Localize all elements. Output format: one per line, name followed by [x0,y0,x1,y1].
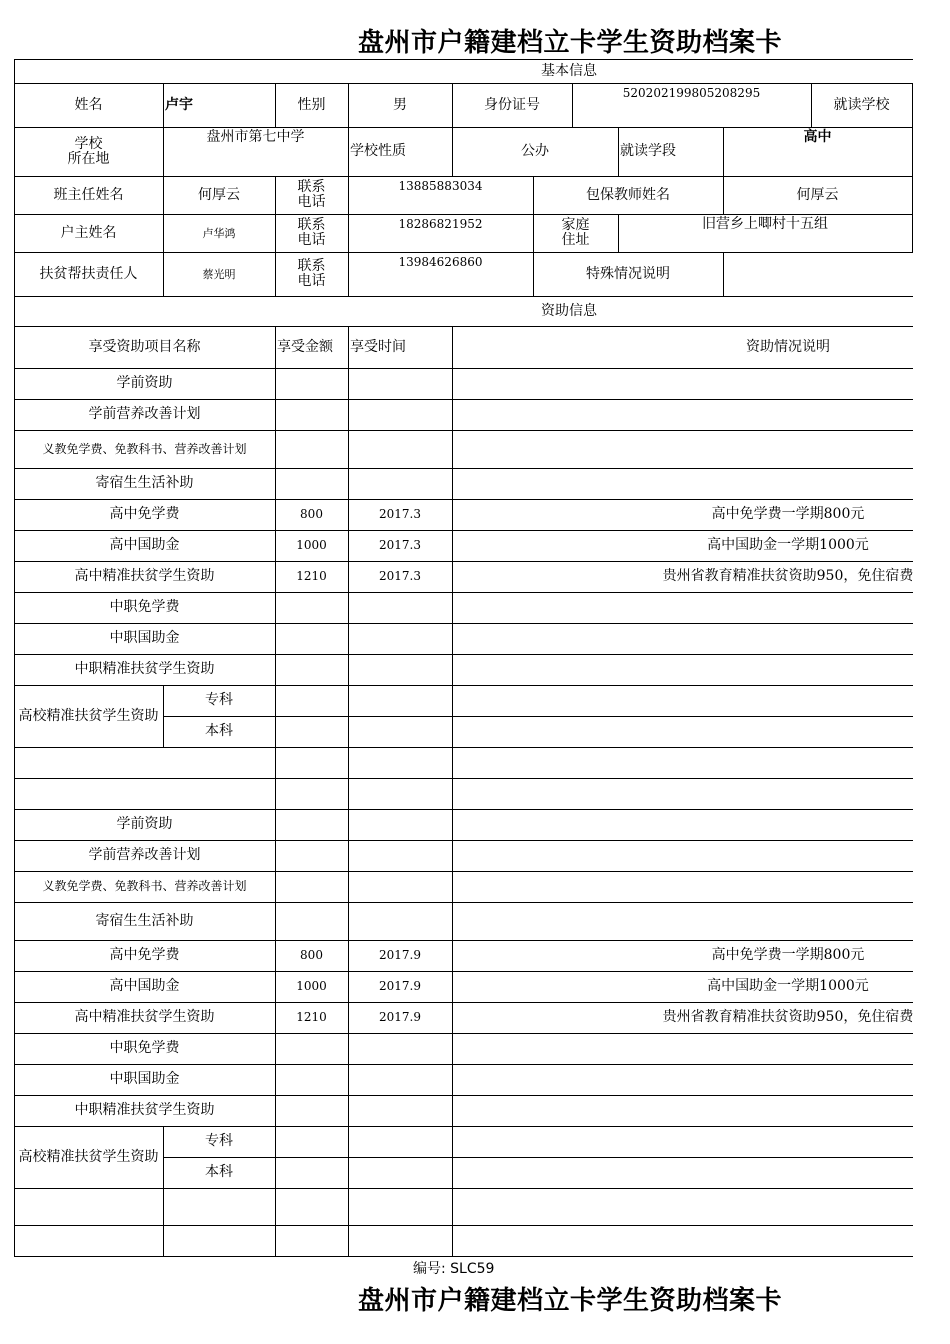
aid-time: 2017.3 [379,507,421,521]
helper-phone: 13984626860 [398,255,483,269]
aid-time [348,871,452,902]
aid-note [452,809,950,840]
aid-item-name: 中职免学费 [109,599,180,615]
aid-amount [275,592,348,623]
aid-note: 高中国助金一学期1000元 [707,978,869,994]
helper-value: 蔡光明 [202,267,236,281]
aid-amount [275,1064,348,1095]
header-amount: 享受金额 [277,338,333,355]
gender-value: 男 [393,96,407,113]
grid-line [348,1188,349,1225]
aid-time [348,654,452,685]
aid-item-name: 中职精准扶贫学生资助 [74,661,215,677]
aid-amount [275,840,348,871]
aid-time [348,592,452,623]
grid-line [912,83,913,127]
header-item-name: 享受资助项目名称 [88,338,201,355]
aid-item-name: 义教免学费、免教科书、营养改善计划 [42,879,247,893]
school-nature-value: 公办 [521,143,549,159]
aid-amount [275,430,348,468]
grid-line [912,176,913,214]
aid-note: 高中免学费一学期800元 [711,506,865,522]
aid-amount [275,1095,348,1126]
grid-line [912,127,913,176]
grid-line [348,1126,349,1188]
section-aid-info: 资助信息 [541,302,597,319]
school-label: 就读学校 [833,96,890,113]
aid-time [348,840,452,871]
aid-amount: 1000 [296,979,327,993]
header-time: 享受时间 [350,338,406,355]
grid-line [452,1225,453,1256]
aid-amount [275,809,348,840]
grid-line [163,1225,164,1256]
aid-note [452,1095,950,1126]
aid-time: 2017.9 [379,979,421,993]
grid-line [275,1188,276,1225]
aid-time [348,368,452,399]
aid-note [452,430,950,468]
grid-line [275,685,276,747]
aid-amount [275,468,348,499]
helper-phone-label: 联系 电话 [297,258,326,289]
aid-item-name: 学前营养改善计划 [88,847,201,863]
householder-phone: 18286821952 [398,217,483,231]
aid-item-name: 义教免学费、免教科书、营养改善计划 [42,441,247,456]
special-value [723,252,912,296]
grid-line [452,1188,453,1225]
aid-record-card [14,59,913,1256]
grid-line [275,1126,276,1188]
id-number-value: 520202199805208295 [622,86,761,100]
aid-time [348,1095,452,1126]
guarantor-value: 何厚云 [796,186,839,203]
school-location-value: 盘州市第七中学 [206,129,305,145]
aid-note [452,368,950,399]
aid-amount [275,871,348,902]
school-stage-value: 高中 [803,129,832,145]
aid-amount [275,399,348,430]
aid-time [348,399,452,430]
aid-note [452,840,950,871]
householder-phone-label: 联系 电话 [297,217,326,248]
address-value: 旧营乡上唧村十五组 [702,216,828,232]
head-teacher-phone: 13885883034 [398,179,483,193]
aid-note [452,654,950,685]
aid-time [348,902,452,940]
aid-item-name: 中职国助金 [109,1071,180,1087]
aid-amount [275,1033,348,1064]
grid-line [14,1188,913,1189]
grid-line [452,685,453,747]
school-stage-label: 就读学段 [620,143,676,159]
aid-item-name: 寄宿生生活补助 [95,475,194,491]
grid-line [348,747,349,778]
aid-sub-university: 本科 [205,723,233,739]
aid-item-name-college: 高校精准扶贫学生资助 [18,707,159,724]
householder-value: 卢华鸿 [202,226,236,240]
document-title-repeat: 盘州市户籍建档立卡学生资助档案卡 [357,1286,782,1316]
aid-time [348,1064,452,1095]
aid-amount: 800 [300,948,323,962]
aid-item-name: 学前资助 [116,375,173,391]
aid-time: 2017.9 [379,948,421,962]
aid-note [452,592,950,623]
document-title: 盘州市户籍建档立卡学生资助档案卡 [357,28,782,58]
aid-sub-college: 专科 [205,692,233,708]
aid-amount: 1210 [296,569,327,583]
address-label: 家庭 住址 [561,217,590,248]
aid-time: 2017.3 [379,538,421,552]
aid-item-name: 中职国助金 [109,630,180,646]
student-name: 卢宇 [165,96,193,113]
aid-note [452,623,950,654]
aid-item-name-college: 高校精准扶贫学生资助 [18,1148,159,1165]
aid-sub-university: 本科 [205,1164,233,1180]
grid-line [912,214,913,252]
aid-amount [275,368,348,399]
aid-amount: 1000 [296,538,327,552]
aid-amount: 800 [300,507,323,521]
section-basic-info: 基本信息 [541,62,597,79]
grid-line [14,778,913,779]
aid-note [452,468,950,499]
aid-item-name: 高中精准扶贫学生资助 [74,568,215,584]
grid-line [348,1225,349,1256]
grid-line [348,778,349,809]
grid-line [14,1225,913,1226]
aid-amount [275,623,348,654]
helper-label: 扶贫帮扶责任人 [39,265,138,282]
header-note: 资助情况说明 [746,338,830,355]
aid-note: 高中免学费一学期800元 [711,947,865,963]
aid-amount [275,654,348,685]
grid-line [348,685,349,747]
householder-label: 户主姓名 [60,224,117,241]
name-label: 姓名 [74,96,103,113]
grid-line [14,747,913,748]
special-label: 特殊情况说明 [586,265,670,282]
head-teacher-label: 班主任姓名 [53,186,124,203]
aid-item-name: 高中国助金 [109,978,180,994]
aid-item-name: 学前资助 [116,816,173,832]
aid-note [452,399,950,430]
aid-note: 贵州省教育精准扶贫资助950，免住宿费 [662,568,914,584]
grid-line [452,1126,453,1188]
aid-note: 贵州省教育精准扶贫资助950，免住宿费 [662,1009,914,1025]
aid-item-name: 高中国助金 [109,537,180,553]
aid-item-name: 高中精准扶贫学生资助 [74,1009,215,1025]
grid-line [275,747,276,778]
aid-amount [275,902,348,940]
aid-note: 高中国助金一学期1000元 [707,537,869,553]
aid-item-name: 高中免学费 [109,947,180,963]
aid-item-name: 高中免学费 [109,506,180,522]
head-teacher-phone-label: 联系 电话 [297,179,326,210]
grid-line [163,1188,164,1225]
id-number-label: 身份证号 [484,96,540,113]
serial-number: 编号: SLC59 [413,1261,495,1277]
grid-line [275,1225,276,1256]
school-nature-label: 学校性质 [350,143,406,159]
aid-note [452,871,950,902]
aid-item-name: 学前营养改善计划 [88,406,201,422]
aid-item-name: 寄宿生生活补助 [95,912,194,929]
aid-time [348,623,452,654]
gender-label: 性别 [297,96,326,113]
grid-line [452,778,453,809]
guarantor-label: 包保教师姓名 [586,186,670,203]
school-location-label: 学校 所在地 [67,135,110,167]
aid-item-name: 中职精准扶贫学生资助 [74,1102,215,1118]
aid-time: 2017.3 [379,569,421,583]
grid-line [275,778,276,809]
head-teacher-value: 何厚云 [198,186,240,203]
aid-time [348,430,452,468]
aid-note [452,902,950,940]
aid-time [348,468,452,499]
aid-item-name: 中职免学费 [109,1040,180,1056]
aid-time [348,809,452,840]
aid-note [452,1064,950,1095]
aid-note [452,1033,950,1064]
aid-amount: 1210 [296,1010,327,1024]
aid-sub-college: 专科 [205,1133,233,1149]
grid-line [14,1256,913,1257]
grid-line [452,747,453,778]
aid-time: 2017.9 [379,1010,421,1024]
aid-time [348,1033,452,1064]
